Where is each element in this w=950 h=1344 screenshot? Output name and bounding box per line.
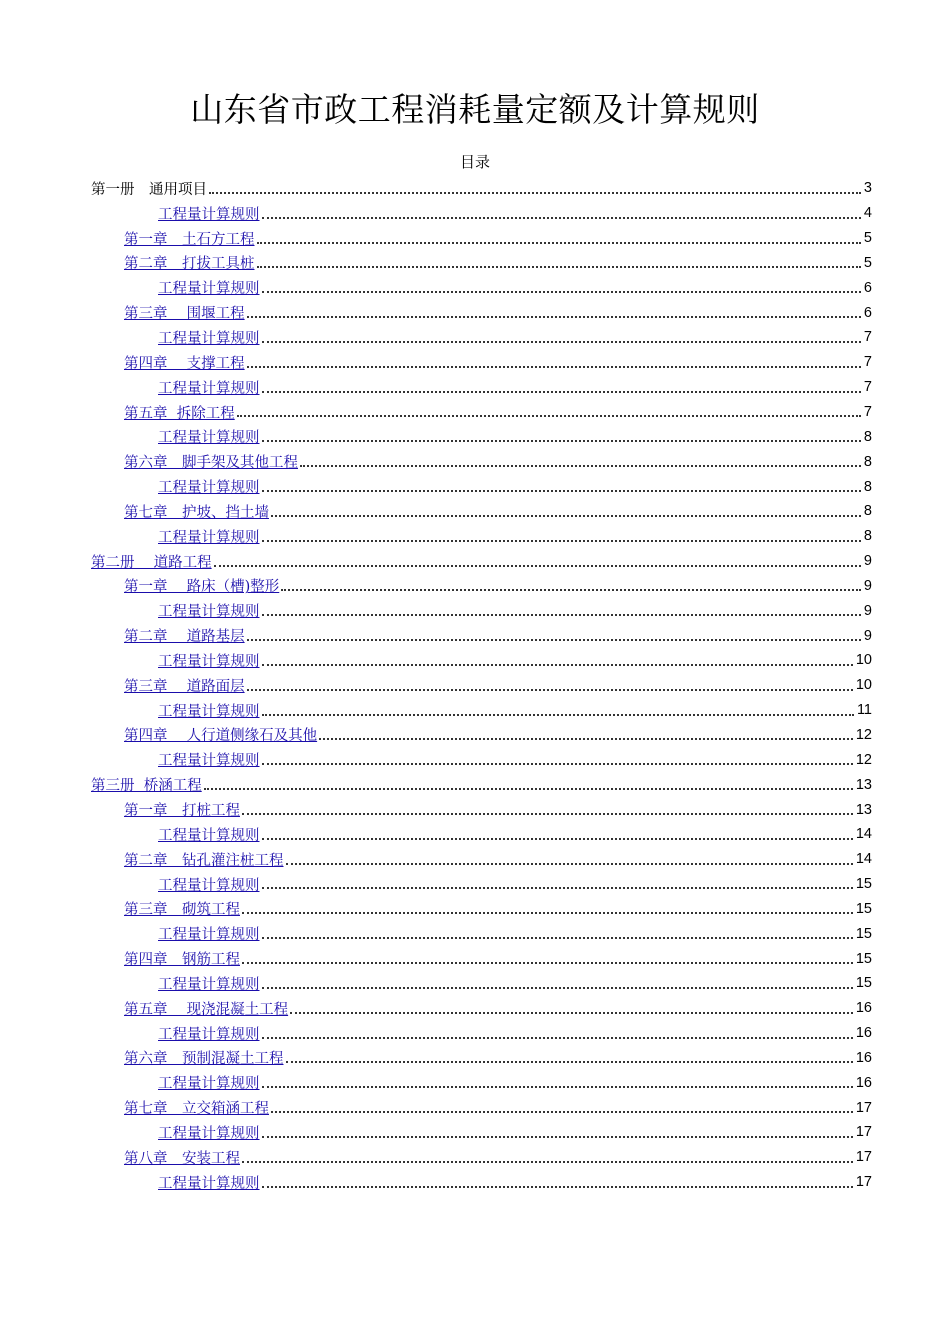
toc-entry-link[interactable]: 工程量计算规则 — [158, 877, 260, 894]
toc-entry[interactable] — [0, 449, 950, 474]
dot-leader — [262, 526, 861, 542]
toc-page-number: 3 — [863, 180, 872, 197]
dot-leader — [242, 948, 853, 964]
toc-entry[interactable] — [0, 424, 950, 449]
toc-entry-link[interactable]: 第八章 安装工程 — [124, 1150, 240, 1167]
toc-page-number: 16 — [855, 1025, 872, 1042]
toc-page-number: 14 — [855, 826, 872, 843]
toc-page-number: 16 — [855, 1049, 872, 1066]
toc-page-number: 6 — [863, 304, 872, 321]
dot-leader — [262, 327, 861, 343]
dot-leader — [242, 799, 853, 815]
toc-entry[interactable] — [0, 549, 950, 574]
toc-entry[interactable] — [0, 499, 950, 524]
toc-entry-link[interactable]: 第三章 围堰工程 — [124, 306, 245, 323]
dot-leader — [257, 252, 861, 268]
dot-leader — [262, 277, 861, 293]
toc-entry[interactable] — [0, 574, 950, 599]
toc-entry-link[interactable]: 第四章 人行道侧缘石及其他 — [124, 728, 318, 745]
toc-entry[interactable] — [0, 772, 950, 797]
toc-entry[interactable] — [0, 400, 950, 425]
dot-leader — [262, 426, 861, 442]
toc-page-number: 15 — [855, 925, 872, 942]
toc-page-number: 14 — [855, 851, 872, 868]
toc-entry-link[interactable]: 工程量计算规则 — [158, 1076, 260, 1093]
dot-leader — [262, 203, 861, 219]
toc-page-number: 15 — [855, 975, 872, 992]
toc-heading: 目录 — [459, 153, 490, 171]
toc-entry-link[interactable]: 工程量计算规则 — [158, 604, 260, 621]
dot-leader — [281, 575, 861, 591]
toc-entry-link[interactable]: 工程量计算规则 — [158, 380, 260, 397]
toc-page-number: 13 — [855, 801, 872, 818]
toc-entry[interactable] — [0, 1120, 950, 1145]
toc-entry-link[interactable]: 工程量计算规则 — [158, 529, 260, 546]
toc-entry[interactable] — [0, 747, 950, 772]
toc-entry-link[interactable]: 第一章 打桩工程 — [124, 803, 240, 820]
toc-entry[interactable] — [0, 698, 950, 723]
toc-entry — [0, 176, 950, 201]
toc-entry[interactable] — [0, 251, 950, 276]
table-of-contents — [0, 176, 950, 1195]
dot-leader — [300, 451, 861, 467]
toc-entry[interactable] — [0, 648, 950, 673]
toc-entry[interactable] — [0, 1145, 950, 1170]
toc-page-number: 10 — [855, 652, 872, 669]
dot-leader — [247, 625, 861, 641]
toc-entry[interactable] — [0, 524, 950, 549]
toc-entry[interactable] — [0, 1170, 950, 1195]
toc-page-number: 17 — [855, 1124, 872, 1141]
toc-page-number: 17 — [855, 1149, 872, 1166]
toc-entry-link[interactable]: 第五章 拆除工程 — [124, 405, 235, 422]
toc-entry-link[interactable]: 工程量计算规则 — [158, 976, 260, 993]
toc-entry-link[interactable]: 第二章 钻孔灌注桩工程 — [124, 852, 284, 869]
toc-entry[interactable] — [0, 325, 950, 350]
toc-entry[interactable] — [0, 598, 950, 623]
dot-leader — [262, 700, 854, 716]
toc-entry[interactable] — [0, 375, 950, 400]
toc-entry[interactable] — [0, 896, 950, 921]
toc-entry[interactable] — [0, 275, 950, 300]
toc-page-number: 17 — [855, 1174, 872, 1191]
dot-leader — [262, 1023, 853, 1039]
dot-leader — [209, 178, 861, 194]
dot-leader — [262, 923, 853, 939]
dot-leader — [262, 650, 853, 666]
toc-page-number: 5 — [863, 230, 872, 247]
toc-entry[interactable] — [0, 226, 950, 251]
toc-entry-link[interactable]: 第一章 土石方工程 — [124, 231, 255, 248]
dot-leader — [262, 873, 853, 889]
toc-entry-link[interactable]: 工程量计算规则 — [158, 753, 260, 770]
toc-entry[interactable] — [0, 300, 950, 325]
toc-page-number: 12 — [855, 751, 872, 768]
toc-entry-link[interactable]: 工程量计算规则 — [158, 827, 260, 844]
toc-entry-label: 第一册 通用项目 — [91, 181, 207, 198]
toc-entry-link[interactable]: 工程量计算规则 — [158, 653, 260, 670]
dot-leader — [257, 228, 861, 244]
toc-page-number: 7 — [863, 354, 872, 371]
toc-entry[interactable] — [0, 201, 950, 226]
toc-entry[interactable] — [0, 946, 950, 971]
toc-entry-link[interactable]: 工程量计算规则 — [158, 430, 260, 447]
toc-entry-link[interactable]: 第七章 立交箱涵工程 — [124, 1101, 269, 1118]
toc-entry-link[interactable]: 第四章 支撑工程 — [124, 355, 245, 372]
toc-page-number: 8 — [863, 528, 872, 545]
toc-page-number: 5 — [863, 254, 872, 271]
dot-leader — [262, 749, 853, 765]
toc-entry[interactable] — [0, 797, 950, 822]
dot-leader — [286, 1047, 853, 1063]
dot-leader — [271, 1097, 853, 1113]
document-title: 山东省市政工程消耗量定额及计算规则 — [190, 90, 760, 129]
dot-leader — [247, 352, 861, 368]
toc-page-number: 7 — [863, 329, 872, 346]
dot-leader — [262, 600, 861, 616]
toc-entry-link[interactable]: 工程量计算规则 — [158, 330, 260, 347]
toc-entry[interactable] — [0, 350, 950, 375]
toc-entry[interactable] — [0, 723, 950, 748]
toc-page-number: 8 — [863, 428, 872, 445]
toc-entry-link[interactable]: 工程量计算规则 — [158, 927, 260, 944]
toc-page-number: 9 — [863, 627, 872, 644]
toc-entry[interactable] — [0, 474, 950, 499]
toc-page-number: 7 — [863, 404, 872, 421]
dot-leader — [262, 1122, 853, 1138]
toc-entry-link[interactable]: 第一章 路床（槽)整形 — [124, 579, 280, 596]
toc-entry[interactable] — [0, 1095, 950, 1120]
toc-page-number: 6 — [863, 279, 872, 296]
dot-leader — [319, 724, 853, 740]
toc-entry[interactable] — [0, 1070, 950, 1095]
toc-entry-link[interactable]: 工程量计算规则 — [158, 1125, 260, 1142]
toc-entry[interactable] — [0, 623, 950, 648]
toc-entry[interactable] — [0, 673, 950, 698]
dot-leader — [262, 1072, 853, 1088]
toc-entry-link[interactable]: 工程量计算规则 — [158, 703, 260, 720]
dot-leader — [271, 501, 861, 517]
toc-entry-link[interactable]: 第二章 道路基层 — [124, 629, 245, 646]
dot-leader — [262, 973, 853, 989]
toc-page-number: 9 — [863, 577, 872, 594]
toc-entry-link[interactable]: 第二册 道路工程 — [91, 554, 212, 571]
dot-leader — [247, 302, 861, 318]
dot-leader — [262, 476, 861, 492]
toc-page-number: 9 — [863, 602, 872, 619]
dot-leader — [242, 1147, 853, 1163]
toc-entry[interactable] — [0, 847, 950, 872]
toc-entry[interactable] — [0, 1046, 950, 1071]
toc-entry[interactable] — [0, 996, 950, 1021]
toc-page-number: 16 — [855, 1074, 872, 1091]
toc-entry-link[interactable]: 工程量计算规则 — [158, 206, 260, 223]
toc-entry[interactable] — [0, 872, 950, 897]
dot-leader — [262, 377, 861, 393]
toc-entry-link[interactable]: 第三册 桥涵工程 — [91, 778, 202, 795]
toc-entry-link[interactable]: 第七章 护坡、挡土墙 — [124, 504, 269, 521]
toc-page-number: 15 — [855, 876, 872, 893]
toc-entry-link[interactable]: 工程量计算规则 — [158, 1175, 260, 1192]
dot-leader — [286, 849, 853, 865]
dot-leader — [237, 401, 861, 417]
toc-entry[interactable] — [0, 822, 950, 847]
dot-leader — [262, 1172, 853, 1188]
toc-page-number: 17 — [855, 1099, 872, 1116]
toc-entry-link[interactable]: 第三章 砌筑工程 — [124, 902, 240, 919]
toc-page-number: 16 — [855, 1000, 872, 1017]
toc-entry-link[interactable]: 第六章 预制混凝土工程 — [124, 1051, 284, 1068]
toc-entry-link[interactable]: 第五章 现浇混凝土工程 — [124, 1001, 289, 1018]
dot-leader — [242, 898, 853, 914]
toc-page-number: 4 — [863, 205, 872, 222]
toc-entry-link[interactable]: 工程量计算规则 — [158, 480, 260, 497]
dot-leader — [214, 551, 861, 567]
toc-page-number: 11 — [856, 702, 872, 719]
toc-page-number: 13 — [855, 776, 872, 793]
toc-entry[interactable] — [0, 971, 950, 996]
toc-page-number: 12 — [855, 726, 872, 743]
toc-entry-link[interactable]: 第六章 脚手架及其他工程 — [124, 455, 298, 472]
dot-leader — [247, 675, 853, 691]
toc-entry-link[interactable]: 工程量计算规则 — [158, 281, 260, 298]
toc-entry-link[interactable]: 第三章 道路面层 — [124, 678, 245, 695]
toc-page-number: 15 — [855, 950, 872, 967]
toc-page-number: 8 — [863, 453, 872, 470]
toc-page-number: 15 — [855, 900, 872, 917]
dot-leader — [262, 824, 853, 840]
toc-entry[interactable] — [0, 921, 950, 946]
toc-entry-link[interactable]: 第二章 打拔工具桩 — [124, 256, 255, 273]
toc-page-number: 9 — [863, 553, 872, 570]
dot-leader — [204, 774, 853, 790]
toc-page-number: 10 — [855, 677, 872, 694]
toc-entry-link[interactable]: 第四章 钢筋工程 — [124, 952, 240, 969]
toc-entry[interactable] — [0, 1021, 950, 1046]
toc-entry-link[interactable]: 工程量计算规则 — [158, 1026, 260, 1043]
toc-page-number: 7 — [863, 379, 872, 396]
toc-page-number: 8 — [863, 478, 872, 495]
dot-leader — [290, 998, 853, 1014]
toc-page-number: 8 — [863, 503, 872, 520]
